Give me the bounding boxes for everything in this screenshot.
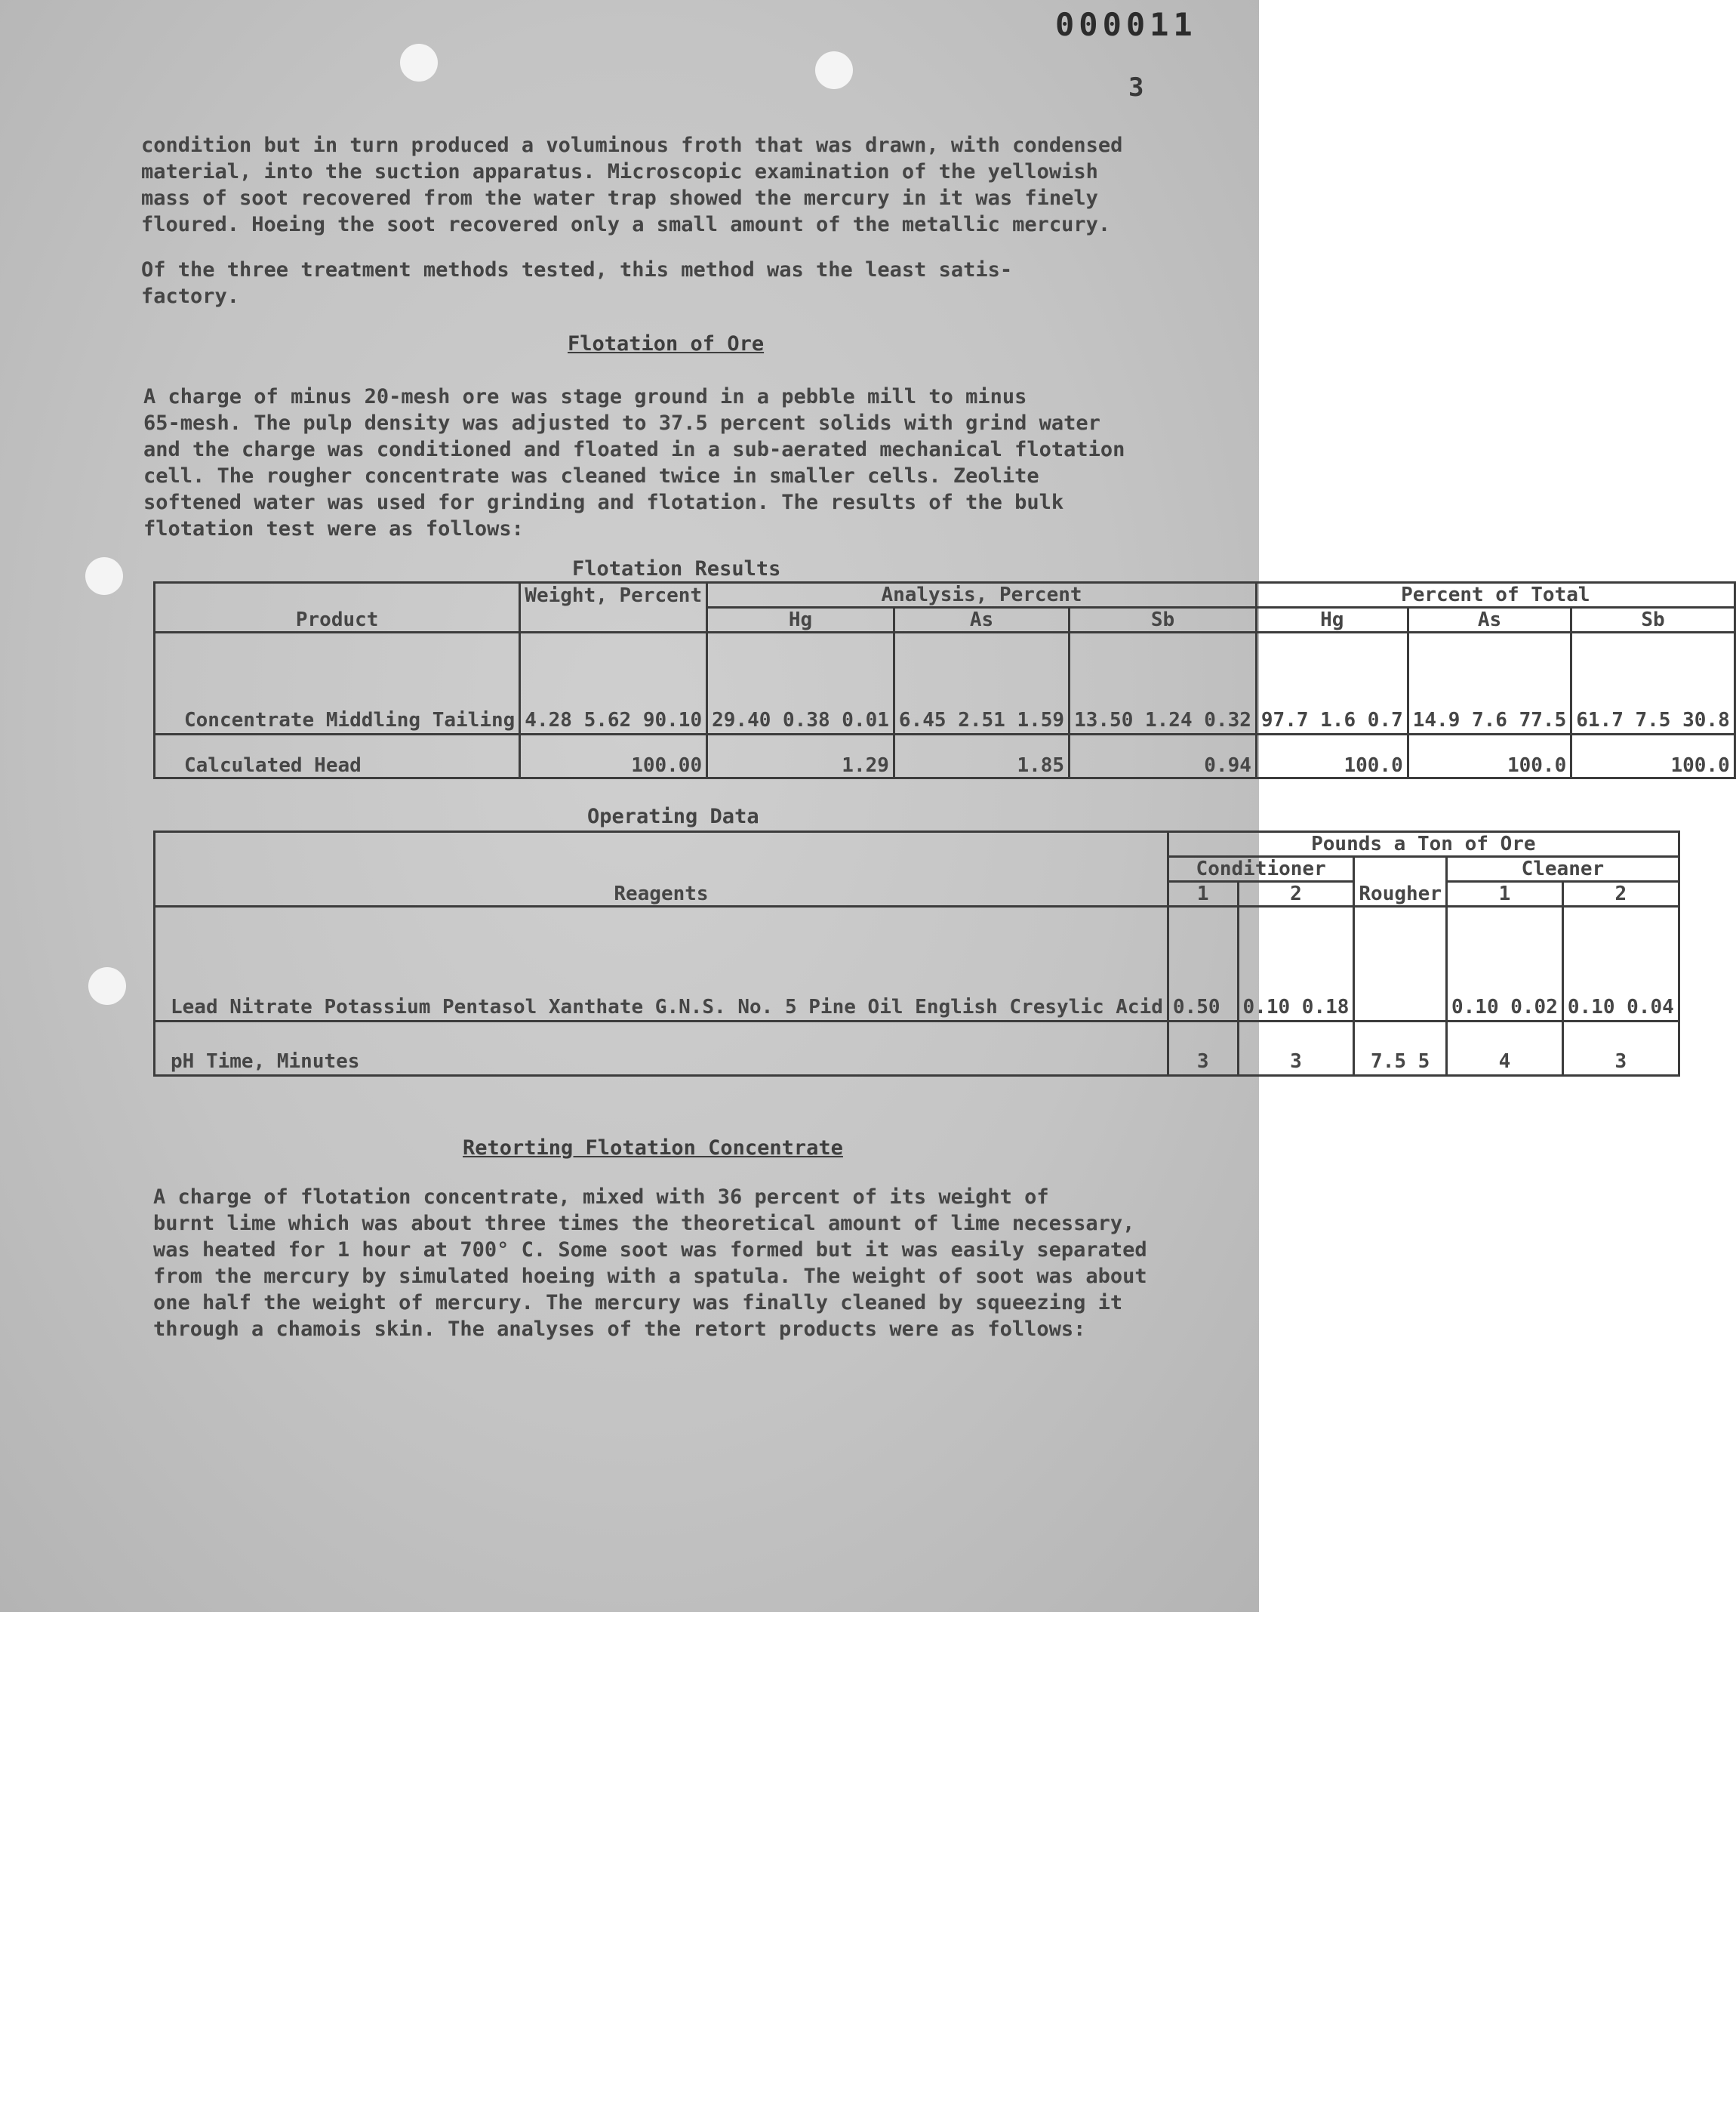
misc-cleaner-1: 4 [1446,1022,1562,1076]
header-weight-percent: Weight, Percent [520,583,707,633]
paragraph-froth: condition but in turn produced a voluminous froth that was drawn, with condensed material, into the suction apparatus. Microscopic examination of the yellowish mass of soot recovered from the water trap showed the mercury in it was finely floured. Hoeing the soot recovered only a small amount of the metallic mercury. [141,134,1123,236]
calculated-head-as: 1.85 [894,735,1069,778]
table-row [155,1022,1679,1076]
page-number: 3 [1128,72,1144,103]
misc-conditioner-1: 3 [1168,1022,1238,1076]
calculated-head-label: Calculated Head [155,735,520,778]
calculated-head-dist-as: 100.0 [1408,735,1571,778]
cleaner-2-values: 0.10 0.04 [1562,907,1679,1022]
calculated-head-hg: 1.29 [707,735,894,778]
distribution-as-values: 14.9 7.6 77.5 [1408,633,1571,735]
header-conditioner-1: 1 [1168,882,1238,907]
header-product: Product [155,583,520,633]
header-cleaner: Cleaner [1446,857,1679,882]
calculated-head-weight: 100.00 [520,735,707,778]
binder-hole-left-upper [85,557,123,595]
calculated-head-sb: 0.94 [1070,735,1257,778]
conditioner-1-values: 0.50 [1168,907,1238,1022]
header-cleaner-2: 2 [1562,882,1679,907]
binder-hole-top-right [815,51,853,89]
table-header-row [155,583,1735,608]
operating-data-caption: Operating Data [587,805,759,828]
operating-data-table [153,830,1680,1077]
paragraph-least-satisfactory: Of the three treatment methods tested, this method was the least satis- factory. [141,258,1013,308]
table-row [155,907,1679,1022]
rougher-values [1354,907,1447,1022]
misc-cleaner-2: 3 [1562,1022,1679,1076]
header-pounds-per-ton: Pounds a Ton of Ore [1168,832,1679,857]
header-conditioner: Conditioner [1168,857,1354,882]
header-analysis-as: As [894,608,1069,633]
table-row [155,735,1735,778]
document-id: 000011 [1055,6,1197,43]
binder-hole-left-lower [88,967,126,1005]
header-cleaner-1: 1 [1446,882,1562,907]
distribution-sb-values: 61.7 7.5 30.8 [1571,633,1735,735]
analysis-sb-values: 13.50 1.24 0.32 [1070,633,1257,735]
analysis-hg-values: 29.40 0.38 0.01 [707,633,894,735]
misc-rougher: 7.5 5 [1354,1022,1447,1076]
flotation-results-caption: Flotation Results [572,557,781,581]
header-percent-of-total: Percent of Total [1256,583,1734,608]
binder-hole-top-left [400,44,438,82]
misc-labels: pH Time, Minutes [155,1022,1168,1076]
paragraph-flotation-procedure: A charge of minus 20-mesh ore was stage ground in a pebble mill to minus 65-mesh. The pulp density was adjusted to 37.5 percent solids with grind water and the charge was conditioned and floated in a sub-aerated mechanical flotation cell. The rougher concentrate was cleaned twice in smaller cells. Zeolite softened water was used for grinding and flotation. The results of the bulk flotation test were as follows: [143,385,1125,541]
heading-flotation-of-ore: Flotation of Ore [568,332,765,356]
paragraph-retorting: A charge of flotation concentrate, mixed with 36 percent of its weight of burnt lime which was about three times the theoretical amount of lime necessary, was heated for 1 hour at 700° C. Some soot was formed but it was easily separated from the mercury by simulated hoeing with a spatula. The weight of soot was about one half the weight of mercury. The mercury was finally cleaned by squeezing it through a chamois skin. The analyses of the retort products were as follows: [153,1185,1147,1341]
product-names: Concentrate Middling Tailing [155,633,520,735]
weight-values: 4.28 5.62 90.10 [520,633,707,735]
table-row [155,633,1735,735]
header-distribution-hg: Hg [1256,608,1408,633]
cleaner-1-values: 0.10 0.02 [1446,907,1562,1022]
heading-retorting-flotation-concentrate: Retorting Flotation Concentrate [463,1136,843,1160]
analysis-as-values: 6.45 2.51 1.59 [894,633,1069,735]
header-analysis-hg: Hg [707,608,894,633]
flotation-results-table [153,581,1736,779]
header-analysis-sb: Sb [1070,608,1257,633]
header-distribution-as: As [1408,608,1571,633]
header-distribution-sb: Sb [1571,608,1735,633]
table-header-row [155,832,1679,857]
header-analysis-percent: Analysis, Percent [707,583,1257,608]
misc-conditioner-2: 3 [1238,1022,1354,1076]
header-conditioner-2: 2 [1238,882,1354,907]
calculated-head-dist-hg: 100.0 [1256,735,1408,778]
header-rougher: Rougher [1354,857,1447,907]
reagent-names: Lead Nitrate Potassium Pentasol Xanthate G.N.S. No. 5 Pine Oil English Cresylic Acid [155,907,1168,1022]
conditioner-2-values: 0.10 0.18 [1238,907,1354,1022]
header-reagents: Reagents [155,832,1168,907]
distribution-hg-values: 97.7 1.6 0.7 [1256,633,1408,735]
calculated-head-dist-sb: 100.0 [1571,735,1735,778]
